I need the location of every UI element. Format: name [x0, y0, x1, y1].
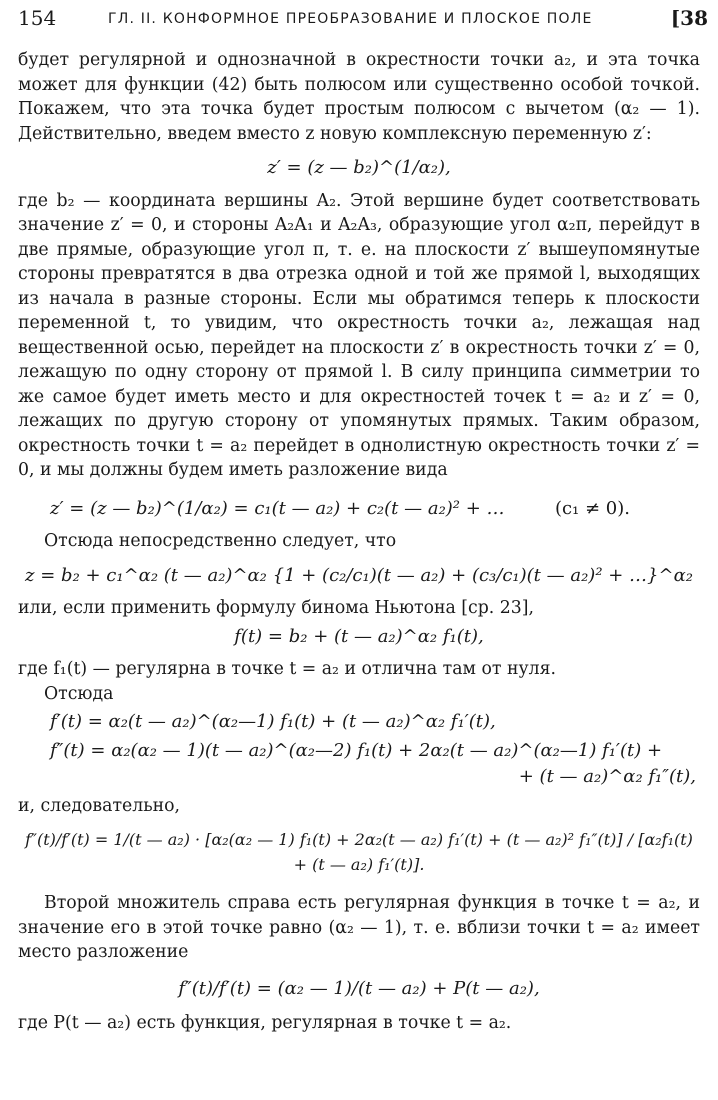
formula-3: z = b₂ + c₁^α₂ (t — a₂)^α₂ {1 + (c₂/c₁)(t — a₂) + (c₃/c₁)(t — a₂)² + …}^α₂: [25, 564, 693, 586]
formula-1: z′ = (z — b₂)^(1/α₂),: [267, 157, 451, 178]
paragraph: где b₂ — координата вершины A₂. Этой вершине будет соответствовать значение z′ = 0, и стороны A₂A₁ и A₂A₃, образующие угол α₂π, перейдут в две прямые, образующие угол π, т. е. на плоскости z′ вышеупомянутые стороны превратятся в два отрезка одной и той же прямой l, выходящих из начала в разные стороны. Если мы обратимся теперь к плоскости переменной t, то увидим, что окрестность точки a₂, лежащая над вещественной осью, перейдет на плоскости z′ в окрестность точки z′ = 0, лежащую по одну сторону от прямой l. В силу принципа симметрии то же самое будет иметь место и для окрестностей точек t = a₂ и z′ = 0, лежащих по другую сторону от упомянутых прямых. Таким образом, окрестность точки t = a₂ перейдет в однолистную окрестность точки z′ = 0, и мы должны будем иметь разложение вида: [18, 190, 700, 480]
paragraph: Отсюда: [44, 683, 114, 704]
formula-5: f′(t) = α₂(t — a₂)^(α₂—1) f₁(t) + (t — a₂)^α₂ f₁′(t),: [50, 711, 496, 732]
page-header: [18, 6, 708, 36]
paragraph: где f₁(t) — регулярна в точке t = a₂ и отлична там от нуля.: [18, 659, 556, 679]
paragraph: Отсюда непосредственно следует, что: [44, 531, 397, 551]
page-body: [18, 48, 700, 1036]
formula-2: z′ = (z — b₂)^(1/α₂) = c₁(t — a₂) + c₂(t — a₂)² + …: [50, 497, 505, 519]
formula-2-row: [18, 497, 700, 522]
running-title: ГЛ. II. КОНФОРМНОЕ ПРЕОБРАЗОВАНИЕ И ПЛОСКОЕ ПОЛЕ: [108, 11, 593, 27]
paragraph: и, следовательно,: [18, 795, 181, 816]
page-number: 154: [18, 6, 57, 30]
formula-2-condition: (c₁ ≠ 0).: [554, 497, 630, 519]
paragraph: Второй множитель справа есть регулярная функция в точке t = a₂, и значение его в этой точке равно (α₂ — 1), т. е. вблизи точки t = a₂ имеет место разложение: [18, 893, 700, 962]
formula-4: f(t) = b₂ + (t — a₂)^α₂ f₁(t),: [234, 625, 484, 647]
paragraph: будет регулярной и однозначной в окрестности точки a₂, и эта точка может для функции (42) быть полюсом или существенно особой точкой. Покажем, что эта точка будет простым полюсом с вычетом (α₂ — 1). Действительно, введем вместо z новую комплексную переменную z′:: [18, 50, 700, 144]
paragraph: или, если применить формулу бинома Ньютона [ср. 23],: [18, 598, 534, 618]
formula-8: f″(t)/f′(t) = (α₂ — 1)/(t — a₂) + P(t — a₂),: [178, 977, 540, 999]
formula-6a: f″(t) = α₂(α₂ — 1)(t — a₂)^(α₂—2) f₁(t) + 2α₂(t — a₂)^(α₂—1) f₁′(t) +: [50, 739, 663, 761]
formula-6b: + (t — a₂)^α₂ f₁″(t),: [518, 766, 696, 787]
paragraph: где P(t — a₂) есть функция, регулярная в точке t = a₂.: [18, 1013, 512, 1033]
formula-7: f″(t)/f′(t) = 1/(t — a₂) · [α₂(α₂ — 1) f₁(t) + 2α₂(t — a₂) f₁′(t) + (t — a₂)² f₁″(t)] / [α₂f₁(t) + (t — a₂) f₁′(t)].: [25, 830, 693, 874]
section-number: [38: [670, 6, 708, 30]
